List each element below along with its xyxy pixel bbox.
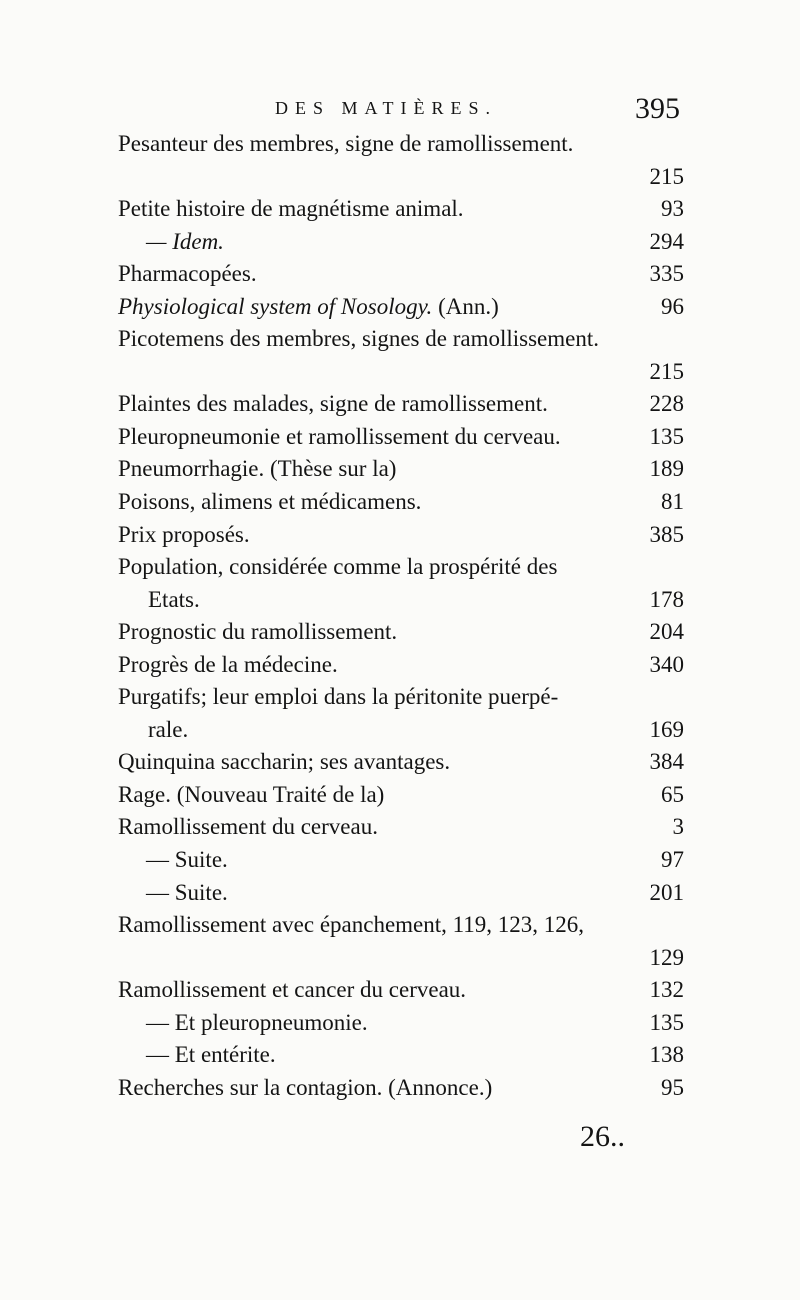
entry-text: Population, considérée comme la prospérité des: [118, 554, 558, 580]
entry-page-number: 204: [649, 619, 684, 645]
entry-page-number: 95: [661, 1074, 684, 1100]
index-entry: [118, 226, 684, 259]
index-entry: [118, 453, 684, 486]
index-entry: [118, 258, 684, 291]
entry-text: Petite histoire de magnétisme animal.: [118, 196, 464, 222]
entry-text: Recherches sur la contagion. (Annonce.): [118, 1074, 493, 1100]
index-entry: [118, 356, 684, 389]
entry-page-number: 189: [649, 456, 684, 482]
entry-page-number: 178: [649, 586, 684, 612]
index-entry: [118, 551, 684, 584]
index-entry: [118, 974, 684, 1007]
page-number: 395: [635, 92, 680, 125]
index-entry: [118, 779, 684, 812]
entry-text: Purgatifs; leur emploi dans la péritonite puerpé-: [118, 684, 559, 710]
entry-text: Quinquina saccharin; ses avantages.: [118, 749, 451, 775]
entry-text: Ramollissement avec épanchement, 119, 123, 126,: [118, 912, 585, 938]
entry-text: — Suite.: [146, 879, 228, 905]
entry-page-number: 215: [649, 358, 684, 384]
entry-page-number: 135: [649, 1009, 684, 1035]
entry-page-number: 201: [649, 879, 684, 905]
entry-text-rest: (Ann.): [432, 293, 499, 319]
entry-text: Rage. (Nouveau Traité de la): [118, 781, 385, 807]
entry-text: Poisons, alimens et médicamens.: [118, 489, 422, 515]
entry-page-number: 385: [649, 521, 684, 547]
entry-text: Plaintes des malades, signe de ramollissement.: [118, 391, 548, 417]
entry-text: Ramollissement et cancer du cerveau.: [118, 977, 467, 1003]
entry-text: rale.: [148, 716, 189, 742]
entry-text: Progrès de la médecine.: [118, 651, 338, 677]
entry-page-number: 340: [649, 651, 684, 677]
index-entry: [118, 421, 684, 454]
index-entry: [118, 942, 684, 975]
entry-text: Prognostic du ramollissement.: [118, 619, 398, 645]
entry-page-number: 335: [649, 261, 684, 287]
entry-text-italic: Physiological system of Nosology.: [118, 293, 433, 319]
index-entry: [118, 616, 684, 649]
index-entry: [118, 193, 684, 226]
index-entry: [118, 746, 684, 779]
index-entry: [118, 1039, 684, 1072]
index-entry: [118, 1072, 684, 1105]
entry-page-number: 96: [661, 293, 684, 319]
index-entries: [118, 128, 684, 1104]
index-entry: [118, 584, 684, 617]
index-entry: [118, 1007, 684, 1040]
entry-text: Pneumorrhagie. (Thèse sur la): [118, 456, 397, 482]
index-entry: [118, 128, 684, 161]
entry-text: [118, 291, 499, 324]
entry-page-number: 81: [661, 489, 684, 515]
entry-page-number: 169: [649, 716, 684, 742]
entry-page-number: 228: [649, 391, 684, 417]
index-entry: [118, 649, 684, 682]
index-entry: [118, 811, 684, 844]
signature-mark: 26..: [580, 1120, 625, 1153]
entry-text: Pleuropneumonie et ramollissement du cerveau.: [118, 423, 561, 449]
index-entry: [118, 161, 684, 194]
running-head: [120, 92, 680, 132]
entry-page-number: 384: [649, 749, 684, 775]
index-entry: [118, 519, 684, 552]
entry-page-number: 93: [661, 196, 684, 222]
entry-page-number: 138: [649, 1042, 684, 1068]
entry-page-number: 215: [649, 163, 684, 189]
index-entry: [118, 714, 684, 747]
index-entry: [118, 681, 684, 714]
entry-page-number: 129: [649, 944, 684, 970]
entry-page-number: 97: [661, 847, 684, 873]
entry-text: Prix proposés.: [118, 521, 250, 547]
entry-page-number: 132: [649, 977, 684, 1003]
index-entry: [118, 844, 684, 877]
entry-page-number: 294: [649, 228, 684, 254]
index-entry: [118, 291, 684, 324]
entry-text: Picotemens des membres, signes de ramollissement.: [118, 326, 599, 352]
entry-text: — Idem.: [146, 228, 224, 254]
index-entry: [118, 909, 684, 942]
index-entry: [118, 388, 684, 421]
entry-text: — Et pleuropneumonie.: [146, 1009, 368, 1035]
entry-text: Pesanteur des membres, signe de ramollissement.: [118, 131, 574, 156]
entry-text: — Et entérite.: [146, 1042, 276, 1068]
index-entry: [118, 323, 684, 356]
index-entry: [118, 486, 684, 519]
entry-text: Pharmacopées.: [118, 261, 257, 287]
entry-page-number: 65: [661, 781, 684, 807]
entry-page-number: 3: [672, 814, 684, 840]
entry-text: Ramollissement du cerveau.: [118, 814, 378, 840]
entry-page-number: 135: [649, 423, 684, 449]
index-entry: [118, 877, 684, 910]
running-head-title: DES MATIÈRES.: [275, 98, 498, 118]
entry-text: — Suite.: [146, 847, 228, 873]
entry-text: Etats.: [148, 586, 200, 612]
